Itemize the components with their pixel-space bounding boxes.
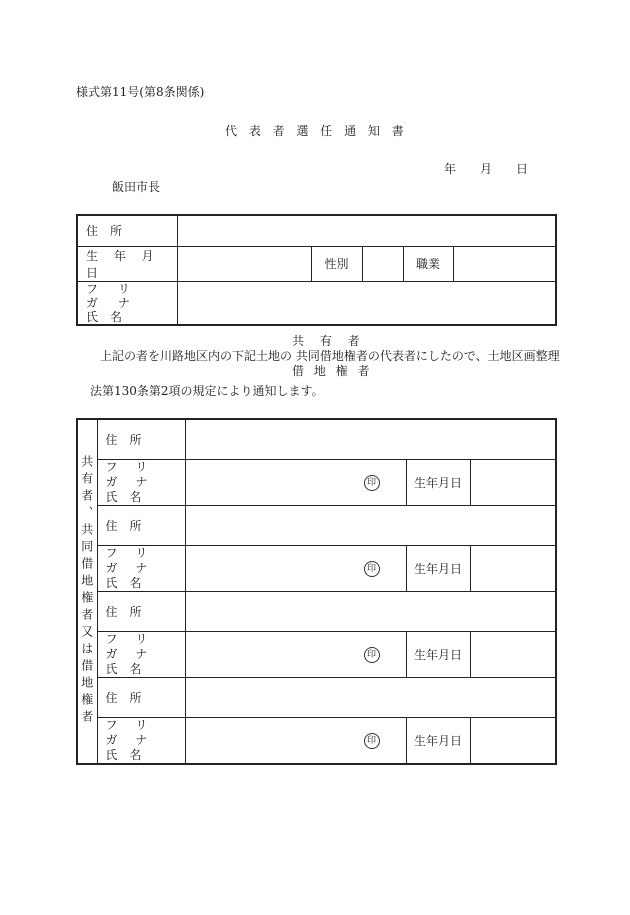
stack-top-text: 共 有 者 [292,334,366,348]
birth-label: 生 年 月 日 [86,248,160,280]
owner-name-label-cell [97,459,185,505]
owner-address-label-cell [97,419,185,459]
date-year: 年 [444,162,457,176]
owner-address-field[interactable] [185,591,556,631]
addressee: 飯田市長 [112,180,161,194]
body-line-1: 上記の者を川路地区内の下記土地の 共同借地権者の代表者にしたので、土地区画整理 [100,349,560,363]
owner-birth-label: 生年月日 [406,717,470,764]
owner-birth-label: 生年月日 [406,631,470,677]
owner-furigana-label: フ リ ガ ナ [105,545,155,575]
address-field[interactable] [177,215,556,246]
gender-field[interactable] [362,246,403,281]
address-label-cell [77,215,177,246]
owner-address-label: 住 所 [105,518,142,533]
owner-birth-label: 生年月日 [406,459,470,505]
gender-label: 性別 [311,246,362,281]
owner-address-field[interactable] [185,505,556,545]
name-label-cell [77,281,177,325]
furigana-label: フ リ ガ ナ [86,281,138,310]
occupation-label: 職業 [403,246,453,281]
owner-address-label-cell [97,677,185,717]
owner-name-label: 氏 名 [105,661,142,676]
owner-name-label: 氏 名 [105,575,142,590]
owner-birth-field[interactable] [470,631,556,677]
owner-address-field[interactable] [185,419,556,459]
owner-name-field[interactable] [185,717,406,764]
name-label: 氏 名 [86,309,123,324]
owner-address-label-cell [97,591,185,631]
seal-icon: 印 [364,561,380,577]
birth-field[interactable] [177,246,311,281]
owner-furigana-label: フ リ ガ ナ [105,717,155,747]
owner-name-label: 氏 名 [105,747,142,762]
owners-side-label: 共有者、共同借地権者又は借地権者 [77,419,97,764]
occupation-field[interactable] [453,246,556,281]
owners-table [76,418,557,765]
applicant-table [76,214,557,326]
page-title: 代 表 者 選 任 通 知 書 [225,124,408,138]
owner-address-label-cell [97,505,185,545]
body-line-2: 法第130条第2項の規定により通知します。 [90,384,324,398]
stack-bottom-text: 借 地 権 者 [292,364,373,378]
birth-label-cell [77,246,177,281]
owner-name-label: 氏 名 [105,489,142,504]
owner-furigana-label: フ リ ガ ナ [105,459,155,489]
owner-name-label-cell [97,631,185,677]
owner-address-label: 住 所 [105,690,142,705]
owner-address-field[interactable] [185,677,556,717]
owner-name-field[interactable] [185,631,406,677]
owner-name-label-cell [97,717,185,764]
date-month: 月 [480,162,493,176]
owner-birth-label: 生年月日 [406,545,470,591]
form-id: 様式第11号(第8条関係) [76,85,205,99]
seal-icon: 印 [364,647,380,663]
address-label: 住 所 [86,224,123,239]
name-field[interactable] [177,281,556,325]
owner-address-label: 住 所 [105,604,142,619]
owner-name-label-cell [97,545,185,591]
owner-birth-field[interactable] [470,717,556,764]
seal-icon: 印 [364,475,380,491]
seal-icon: 印 [364,733,380,749]
owner-name-field[interactable] [185,545,406,591]
date-day: 日 [516,162,529,176]
owner-birth-field[interactable] [470,459,556,505]
owner-name-field[interactable] [185,459,406,505]
owner-address-label: 住 所 [105,432,142,447]
owner-birth-field[interactable] [470,545,556,591]
owner-furigana-label: フ リ ガ ナ [105,631,155,661]
